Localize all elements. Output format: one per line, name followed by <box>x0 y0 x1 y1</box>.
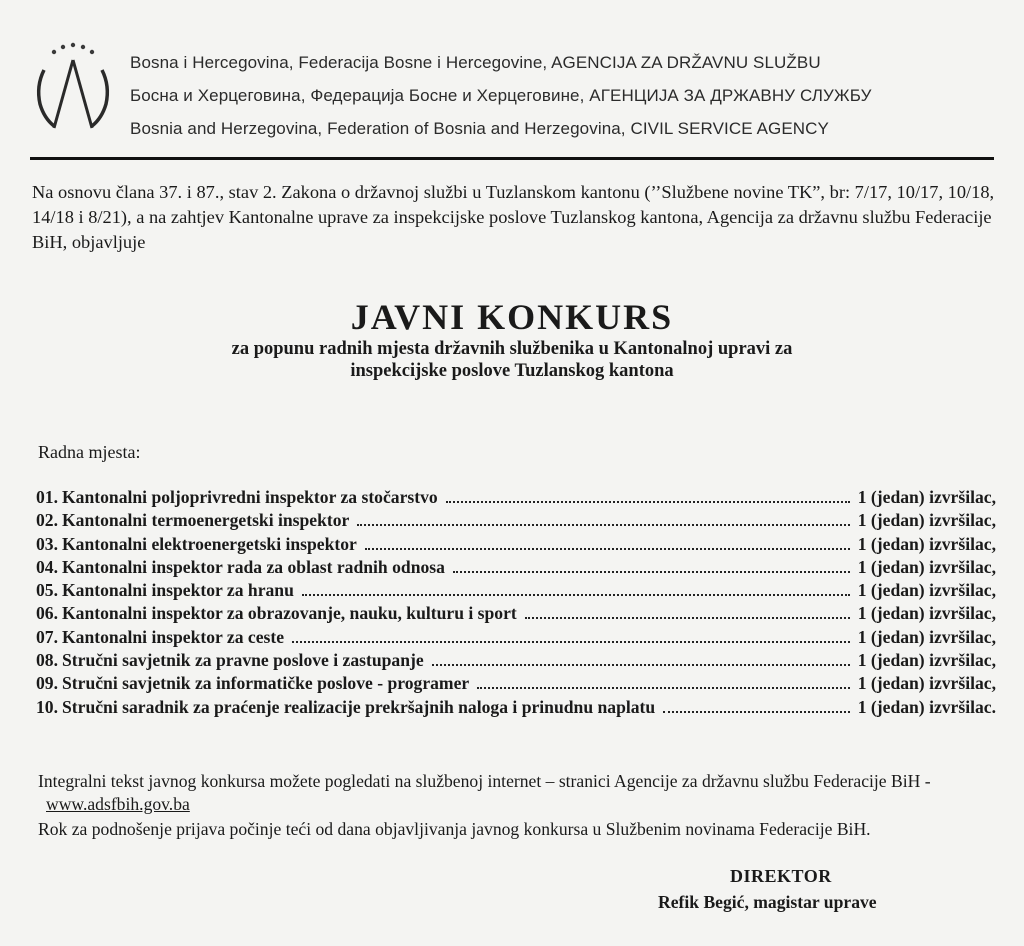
agency-name-cyrillic: Босна и Херцеговина, Федерација Босне и Херцеговине, АГЕНЦИЈА ЗА ДРЖАВНУ СЛУЖБУ <box>130 86 872 105</box>
position-number: 08. <box>36 650 58 671</box>
dot-leader <box>663 710 850 713</box>
dot-leader <box>292 640 850 643</box>
agency-logo-icon <box>30 38 116 138</box>
position-count: 1 (jedan) izvršilac, <box>857 673 996 694</box>
position-title: Kantonalni elektroenergetski inspektor <box>62 533 357 554</box>
position-title: Kantonalni inspektor rada za oblast radnih odnosa <box>62 556 445 577</box>
positions-list <box>36 487 996 720</box>
list-item <box>36 697 996 720</box>
position-title: Kantonalni poljoprivredni inspektor za stočarstvo <box>62 487 438 507</box>
deadline-paragraph: Rok za podnošenje prijava počinje teći od dana objavljivanja javnog konkursa u Službenim novinama Federacije BiH. <box>38 819 871 839</box>
position-number: 09. <box>36 673 58 694</box>
agency-name-latin: Bosna i Hercegovina, Federacija Bosne i Hercegovine, AGENCIJA ZA DRŽAVNU SLUŽBU <box>130 53 821 72</box>
position-count: 1 (jedan) izvršilac, <box>857 626 996 647</box>
position-count: 1 (jedan) izvršilac, <box>857 580 996 601</box>
position-title: Stručni savjetnik za pravne poslove i zastupanje <box>62 650 424 671</box>
position-number: 04. <box>36 556 58 577</box>
list-item <box>36 510 996 533</box>
position-title: Kantonalni inspektor za hranu <box>62 580 294 601</box>
agency-name-block <box>130 46 871 145</box>
list-item <box>36 673 996 696</box>
director-name: Refik Begić, magistar uprave <box>658 892 877 912</box>
header-divider <box>30 157 994 160</box>
info-paragraph <box>38 770 998 816</box>
position-count: 1 (jedan) izvršilac, <box>857 533 996 554</box>
positions-label: Radna mjesta: <box>38 442 141 462</box>
position-title: Kantonalni termoenergetski inspektor <box>62 510 350 531</box>
list-item <box>36 487 996 510</box>
position-count: 1 (jedan) izvršilac, <box>857 603 996 624</box>
dot-leader <box>432 663 850 666</box>
position-count: 1 (jedan) izvršilac, <box>857 650 996 671</box>
position-title: Kantonalni inspektor za obrazovanje, nauku, kulturu i sport <box>62 603 517 624</box>
position-count: 1 (jedan) izvršilac, <box>857 556 996 577</box>
list-item <box>36 557 996 580</box>
document-title: JAVNI KONKURS <box>350 297 674 337</box>
agency-name-english: Bosnia and Herzegovina, Federation of Bosnia and Herzegovina, CIVIL SERVICE AGENCY <box>130 119 829 138</box>
position-title: Kantonalni inspektor za ceste <box>62 626 285 647</box>
info-text: Integralni tekst javnog konkursa možete pogledati na službenoj internet – stranici Agencije za državnu službu Federacije BiH - <box>38 771 931 791</box>
position-count: 1 (jedan) izvršilac, <box>857 510 996 531</box>
dot-leader <box>525 616 850 619</box>
position-number: 05. <box>36 580 58 601</box>
list-item <box>36 603 996 626</box>
position-title: Stručni saradnik za praćenje realizacije prekršajnih naloga i prinudnu naplatu <box>62 696 656 717</box>
letterhead <box>24 28 1000 148</box>
intro-paragraph: Na osnovu člana 37. i 87., stav 2. Zakona o državnoj službi u Tuzlanskom kantonu (’’Službene novine TK”, br: 7/17, 10/17, 10/18, 14/18 i 8/21), a na zahtjev Kantonalne uprave za inspekcijske poslove Tuzlanskog kantona, Agencija za državnu službu Federacije BiH, objavljuje <box>32 182 995 252</box>
position-number: 01. <box>36 487 58 507</box>
document-subtitle <box>0 338 1024 382</box>
position-count: 1 (jedan) izvršilac. <box>857 696 996 717</box>
dot-leader <box>365 547 850 550</box>
position-number: 03. <box>36 533 58 554</box>
position-number: 10. <box>36 696 58 717</box>
subtitle-line-2: inspekcijske poslove Tuzlanskog kantona <box>350 361 674 381</box>
list-item <box>36 650 996 673</box>
dot-leader <box>357 523 849 526</box>
website-link[interactable]: www.adsfbih.gov.ba <box>46 794 190 814</box>
list-item <box>36 580 996 603</box>
dot-leader <box>453 570 850 573</box>
subtitle-line-1: za popunu radnih mjesta državnih službenika u Kantonalnoj upravi za <box>231 339 793 359</box>
dot-leader <box>302 593 850 596</box>
position-number: 06. <box>36 603 58 624</box>
position-title: Stručni savjetnik za informatičke poslove - programer <box>62 673 470 694</box>
position-count: 1 (jedan) izvršilac, <box>857 487 996 507</box>
list-item <box>36 534 996 557</box>
dot-leader <box>446 500 850 503</box>
dot-leader <box>477 686 850 689</box>
position-number: 02. <box>36 510 58 531</box>
list-item <box>36 627 996 650</box>
director-label: DIREKTOR <box>730 866 832 886</box>
position-number: 07. <box>36 626 58 647</box>
